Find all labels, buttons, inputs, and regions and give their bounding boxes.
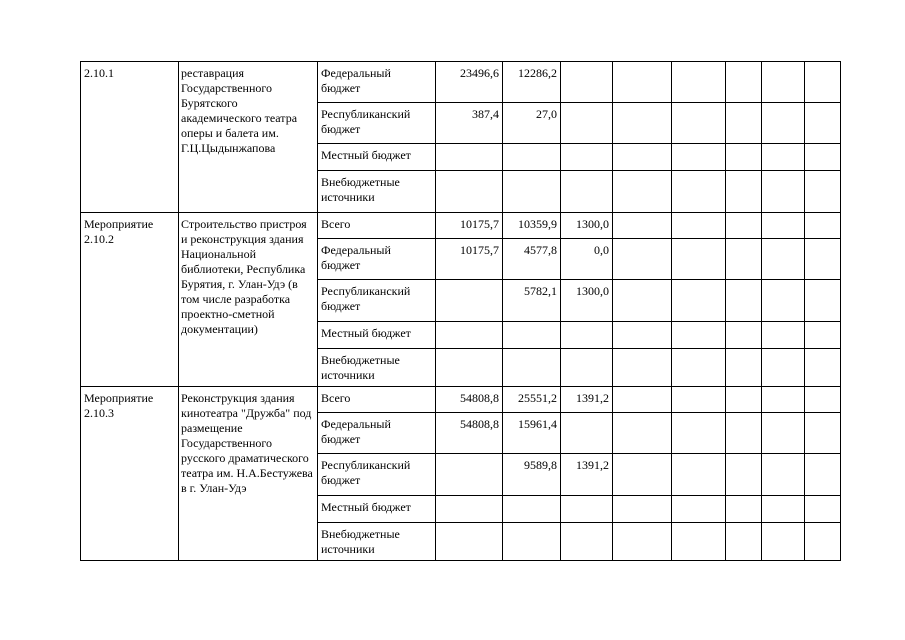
empty-cell bbox=[613, 349, 672, 387]
funding-source: Республиканский бюджет bbox=[318, 454, 436, 496]
empty-cell bbox=[613, 213, 672, 239]
value-cell bbox=[436, 349, 503, 387]
table-row bbox=[81, 387, 841, 413]
value-cell bbox=[561, 413, 613, 454]
funding-source: Внебюджетные источники bbox=[318, 349, 436, 387]
activity-code: Мероприятие 2.10.2 bbox=[81, 213, 179, 387]
funding-source: Республиканский бюджет bbox=[318, 280, 436, 322]
empty-cell bbox=[672, 413, 726, 454]
empty-cell bbox=[672, 454, 726, 496]
empty-cell bbox=[726, 144, 762, 171]
funding-source: Всего bbox=[318, 213, 436, 239]
funding-source: Федеральный бюджет bbox=[318, 239, 436, 280]
value-cell bbox=[561, 523, 613, 561]
empty-cell bbox=[726, 349, 762, 387]
table-row bbox=[81, 213, 841, 239]
value-cell bbox=[436, 280, 503, 322]
value-cell bbox=[503, 322, 561, 349]
empty-cell bbox=[726, 496, 762, 523]
funding-source: Федеральный бюджет bbox=[318, 62, 436, 103]
funding-source: Местный бюджет bbox=[318, 322, 436, 349]
value-cell bbox=[436, 454, 503, 496]
empty-cell bbox=[762, 322, 805, 349]
funding-source: Внебюджетные источники bbox=[318, 523, 436, 561]
empty-cell bbox=[762, 496, 805, 523]
empty-cell bbox=[672, 239, 726, 280]
value-cell bbox=[503, 144, 561, 171]
empty-cell bbox=[726, 454, 762, 496]
activity-code: Мероприятие 2.10.3 bbox=[81, 387, 179, 561]
funding-source: Местный бюджет bbox=[318, 144, 436, 171]
value-cell bbox=[503, 496, 561, 523]
empty-cell bbox=[672, 322, 726, 349]
empty-cell bbox=[672, 171, 726, 213]
empty-cell bbox=[762, 62, 805, 103]
empty-cell bbox=[672, 213, 726, 239]
value-cell bbox=[436, 496, 503, 523]
empty-cell bbox=[805, 103, 841, 144]
empty-cell bbox=[762, 144, 805, 171]
empty-cell bbox=[805, 280, 841, 322]
empty-cell bbox=[805, 349, 841, 387]
funding-source: Федеральный бюджет bbox=[318, 413, 436, 454]
empty-cell bbox=[672, 62, 726, 103]
empty-cell bbox=[726, 523, 762, 561]
value-cell: 25551,2 bbox=[503, 387, 561, 413]
value-cell bbox=[561, 62, 613, 103]
activity-name: Строительство пристроя и реконструкция здания Национальной библиотеки, Республика Бурятия, г. Улан-Удэ (в том числе разработка проектно-сметной документации) bbox=[179, 213, 318, 387]
empty-cell bbox=[805, 62, 841, 103]
empty-cell bbox=[762, 171, 805, 213]
value-cell: 54808,8 bbox=[436, 387, 503, 413]
activity-name: реставрация Государственного Бурятского академического театра оперы и балета им. Г.Ц.Цыдынжапова bbox=[179, 62, 318, 213]
empty-cell bbox=[805, 523, 841, 561]
value-cell bbox=[436, 171, 503, 213]
value-cell bbox=[436, 322, 503, 349]
empty-cell bbox=[672, 523, 726, 561]
value-cell: 54808,8 bbox=[436, 413, 503, 454]
value-cell bbox=[436, 523, 503, 561]
empty-cell bbox=[805, 413, 841, 454]
value-cell bbox=[503, 523, 561, 561]
empty-cell bbox=[762, 454, 805, 496]
empty-cell bbox=[805, 496, 841, 523]
empty-cell bbox=[805, 454, 841, 496]
empty-cell bbox=[762, 523, 805, 561]
value-cell: 5782,1 bbox=[503, 280, 561, 322]
empty-cell bbox=[613, 62, 672, 103]
value-cell: 10175,7 bbox=[436, 213, 503, 239]
empty-cell bbox=[726, 322, 762, 349]
funding-source: Республиканский бюджет bbox=[318, 103, 436, 144]
empty-cell bbox=[613, 496, 672, 523]
empty-cell bbox=[805, 239, 841, 280]
empty-cell bbox=[613, 523, 672, 561]
value-cell: 387,4 bbox=[436, 103, 503, 144]
empty-cell bbox=[805, 144, 841, 171]
value-cell: 1300,0 bbox=[561, 280, 613, 322]
value-cell bbox=[561, 322, 613, 349]
empty-cell bbox=[762, 349, 805, 387]
empty-cell bbox=[726, 239, 762, 280]
empty-cell bbox=[613, 171, 672, 213]
activity-name: Реконструкция здания кинотеатра "Дружба" под размещение Государственного русского драматического театра им. Н.А.Бестужева в г. Улан-Удэ bbox=[179, 387, 318, 561]
funding-source: Внебюджетные источники bbox=[318, 171, 436, 213]
empty-cell bbox=[613, 280, 672, 322]
value-cell: 1391,2 bbox=[561, 387, 613, 413]
activity-code: 2.10.1 bbox=[81, 62, 179, 213]
empty-cell bbox=[762, 280, 805, 322]
empty-cell bbox=[672, 349, 726, 387]
value-cell: 4577,8 bbox=[503, 239, 561, 280]
value-cell bbox=[561, 144, 613, 171]
empty-cell bbox=[613, 144, 672, 171]
empty-cell bbox=[613, 239, 672, 280]
empty-cell bbox=[762, 213, 805, 239]
value-cell bbox=[503, 171, 561, 213]
value-cell bbox=[561, 103, 613, 144]
empty-cell bbox=[613, 103, 672, 144]
value-cell: 10175,7 bbox=[436, 239, 503, 280]
empty-cell bbox=[613, 322, 672, 349]
value-cell bbox=[436, 144, 503, 171]
empty-cell bbox=[762, 387, 805, 413]
value-cell: 15961,4 bbox=[503, 413, 561, 454]
empty-cell bbox=[726, 387, 762, 413]
value-cell: 1391,2 bbox=[561, 454, 613, 496]
value-cell bbox=[561, 171, 613, 213]
value-cell: 0,0 bbox=[561, 239, 613, 280]
empty-cell bbox=[726, 103, 762, 144]
empty-cell bbox=[762, 103, 805, 144]
empty-cell bbox=[762, 239, 805, 280]
table-row bbox=[81, 62, 841, 103]
empty-cell bbox=[805, 213, 841, 239]
value-cell: 12286,2 bbox=[503, 62, 561, 103]
funding-source: Всего bbox=[318, 387, 436, 413]
empty-cell bbox=[613, 387, 672, 413]
empty-cell bbox=[726, 171, 762, 213]
empty-cell bbox=[613, 454, 672, 496]
value-cell bbox=[561, 496, 613, 523]
empty-cell bbox=[672, 280, 726, 322]
empty-cell bbox=[672, 496, 726, 523]
empty-cell bbox=[672, 144, 726, 171]
empty-cell bbox=[762, 413, 805, 454]
empty-cell bbox=[726, 413, 762, 454]
empty-cell bbox=[726, 280, 762, 322]
value-cell: 1300,0 bbox=[561, 213, 613, 239]
value-cell: 9589,8 bbox=[503, 454, 561, 496]
value-cell: 23496,6 bbox=[436, 62, 503, 103]
empty-cell bbox=[726, 213, 762, 239]
empty-cell bbox=[805, 387, 841, 413]
empty-cell bbox=[672, 387, 726, 413]
funding-source: Местный бюджет bbox=[318, 496, 436, 523]
budget-table bbox=[80, 61, 841, 561]
value-cell: 10359,9 bbox=[503, 213, 561, 239]
value-cell bbox=[503, 349, 561, 387]
empty-cell bbox=[613, 413, 672, 454]
empty-cell bbox=[805, 322, 841, 349]
value-cell bbox=[561, 349, 613, 387]
value-cell: 27,0 bbox=[503, 103, 561, 144]
empty-cell bbox=[805, 171, 841, 213]
empty-cell bbox=[726, 62, 762, 103]
empty-cell bbox=[672, 103, 726, 144]
